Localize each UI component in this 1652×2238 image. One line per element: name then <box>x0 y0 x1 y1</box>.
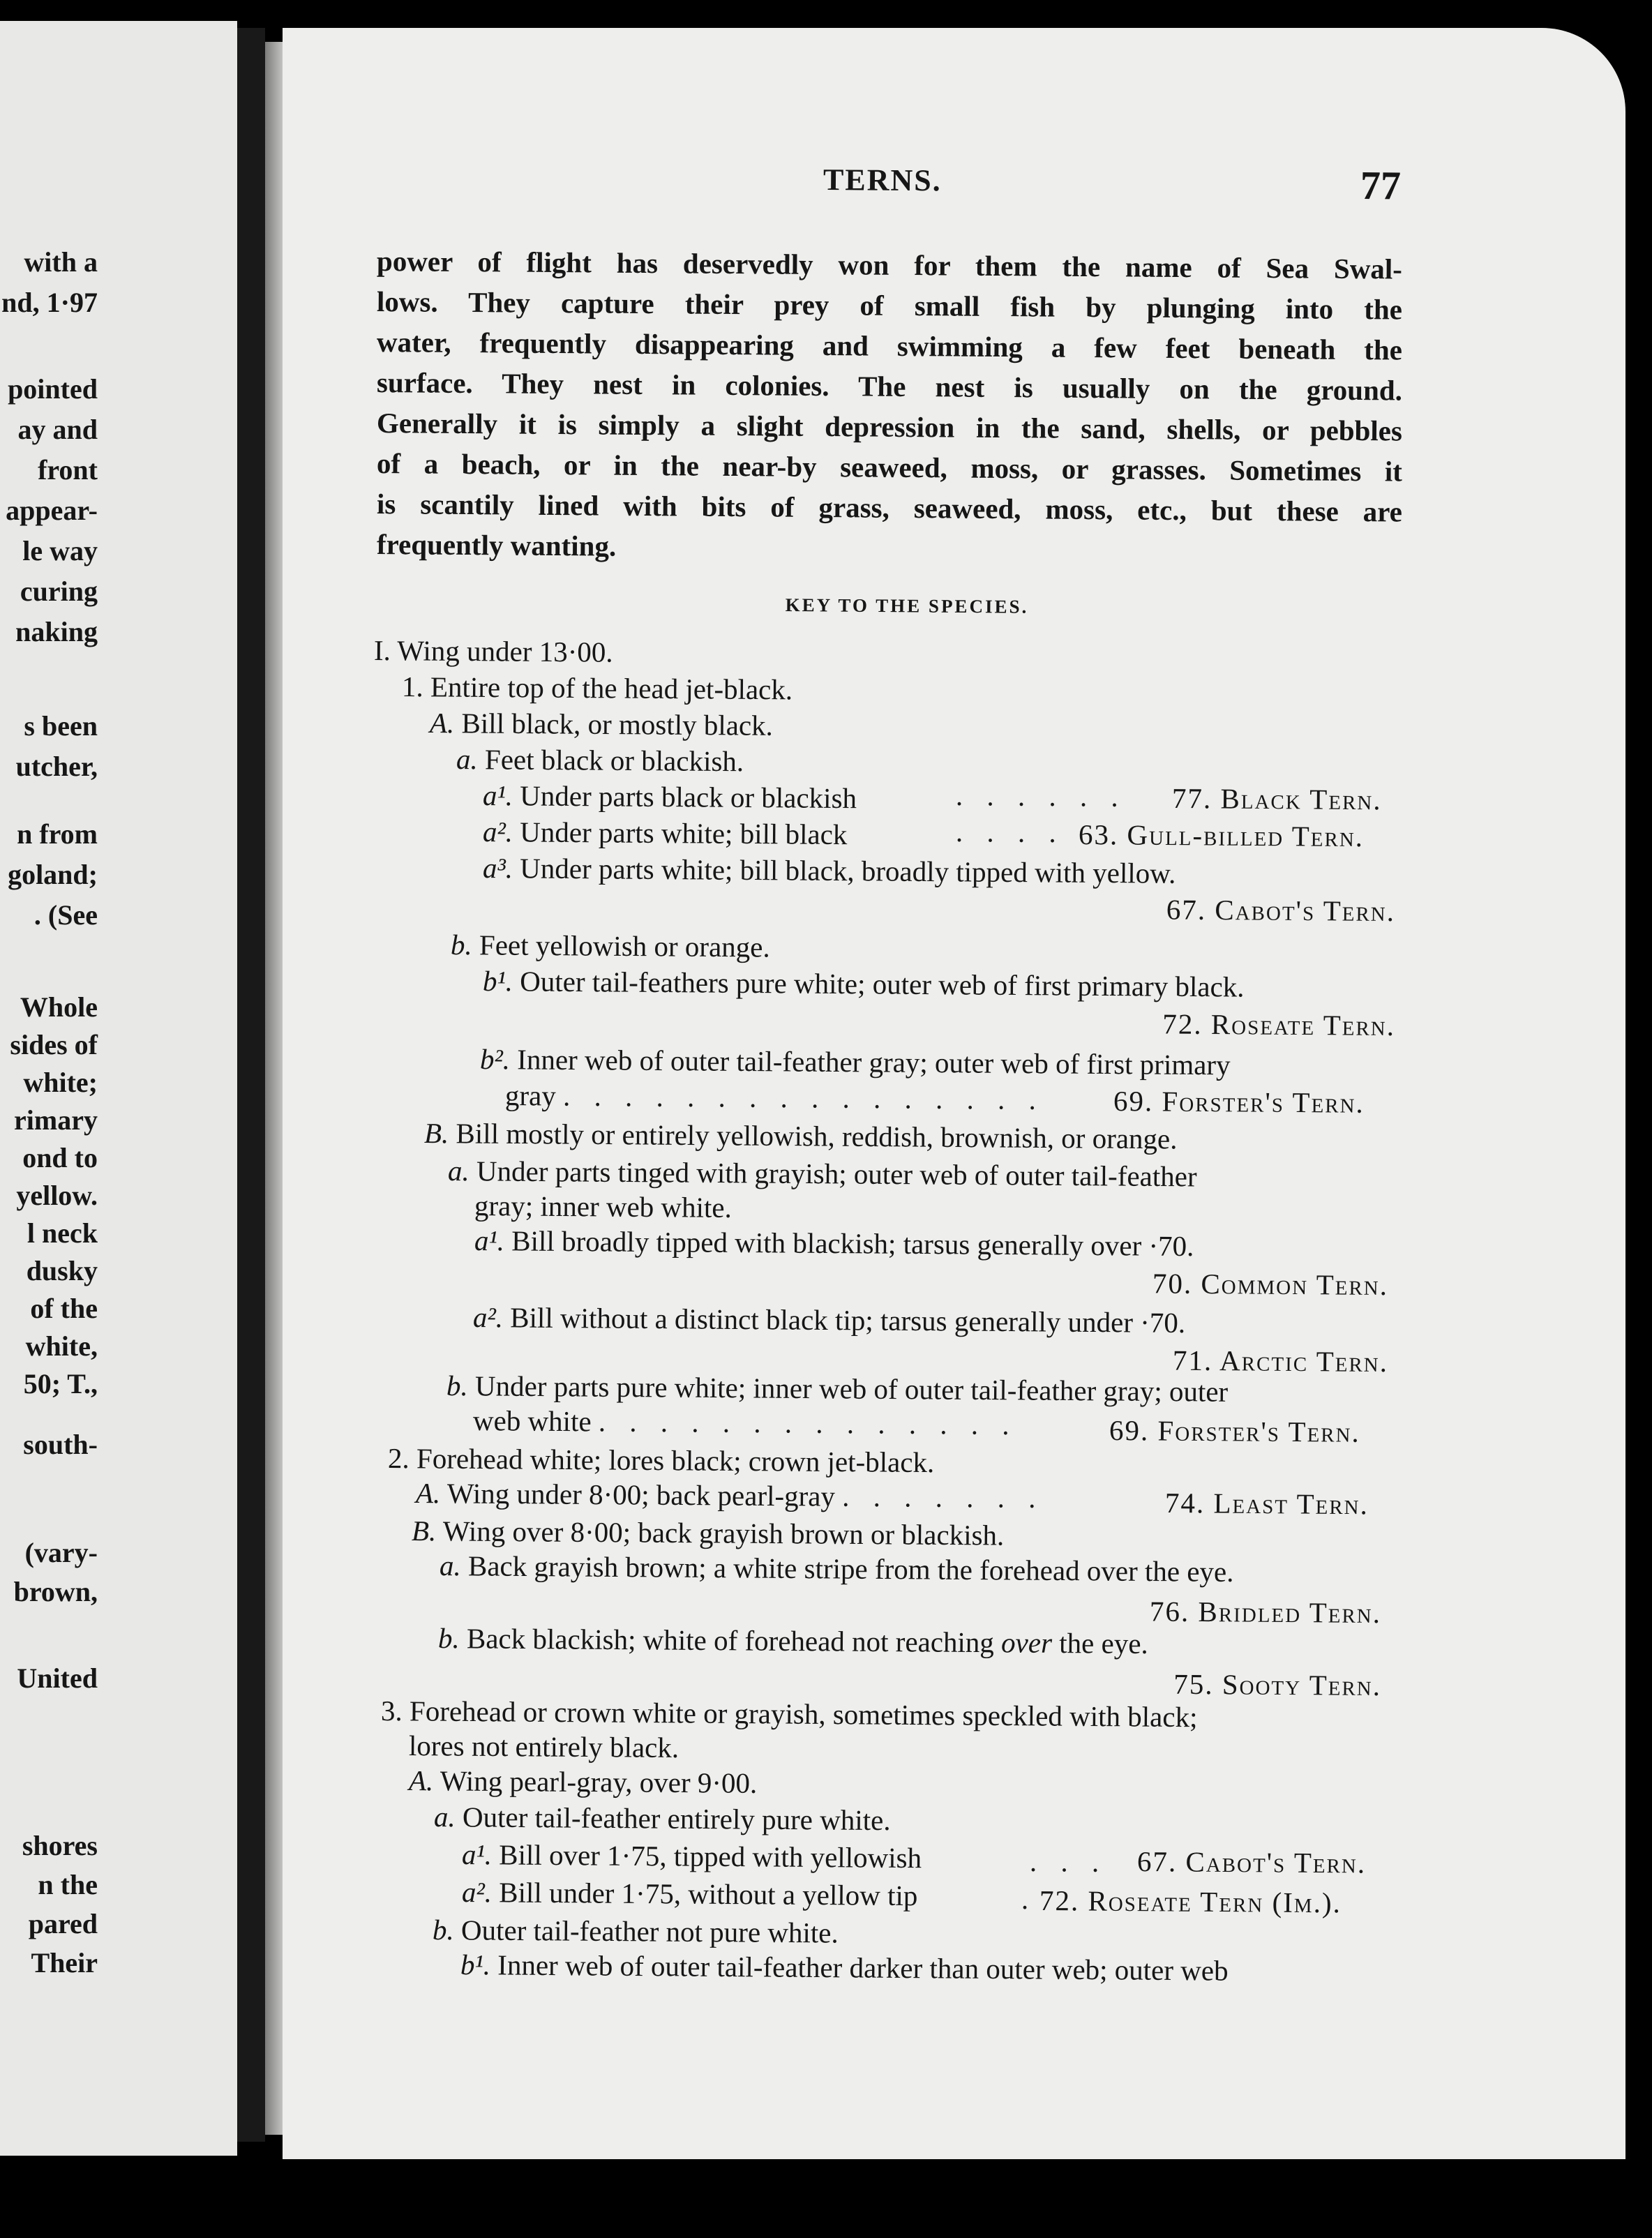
key-marker: b. <box>437 1622 460 1655</box>
key-marker: b. <box>432 1914 454 1946</box>
key-text: Bill under 1·75, without a yellow tip <box>499 1876 918 1912</box>
key-marker: a¹. <box>482 779 513 812</box>
left-fragment: dusky <box>26 1255 98 1286</box>
key-line <box>473 1299 1186 1341</box>
key-marker: a. <box>439 1549 461 1582</box>
left-fragment: le way <box>22 535 98 566</box>
left-fragment: white; <box>23 1067 98 1098</box>
left-fragment: Their <box>31 1947 98 1978</box>
key-text: Under parts black or blackish <box>520 779 857 815</box>
species-name: 63. Gull-billed Tern. <box>1078 818 1365 853</box>
key-text: gray; inner web white. <box>474 1189 733 1224</box>
key-line <box>483 777 857 816</box>
key-text: Entire top of the head jet-black. <box>430 670 793 706</box>
species-name: 69. Forster's Tern. <box>1113 1085 1365 1119</box>
key-text: Under parts tinged with grayish; outer web of outer tail-feather <box>476 1155 1197 1193</box>
key-marker: A. <box>429 707 455 739</box>
key-text: Bill black, or mostly black. <box>461 707 774 742</box>
key-marker: a². <box>461 1876 493 1909</box>
left-fragment: naking <box>15 616 98 647</box>
key-marker: b². <box>479 1043 511 1076</box>
intro-line: surface. They nest in colonies. The nest is usually on the ground. <box>376 366 1403 407</box>
key-text: Forehead white; lores black; crown jet-black. <box>416 1442 935 1479</box>
key-text: Bill without a distinct black tip; tarsus generally under ·70. <box>510 1301 1186 1339</box>
key-line <box>434 1798 891 1838</box>
key-text: Under parts white; bill black <box>520 816 848 851</box>
left-fragment: goland; <box>8 859 98 890</box>
key-text: Bill mostly or entirely yellowish, reddish, brownish, or orange. <box>456 1117 1178 1155</box>
left-fragment: (vary- <box>24 1537 98 1568</box>
key-leader-dots: . . . . . . . . . . . . . . . . <box>562 1079 1045 1116</box>
key-text: Outer tail-feather entirely pure white. <box>462 1801 891 1837</box>
key-text: Feet yellowish or orange. <box>479 929 770 963</box>
key-line <box>460 1946 1229 1989</box>
key-text: Bill over 1·75, tipped with yellowish <box>499 1838 922 1875</box>
key-text: gray <box>504 1079 557 1112</box>
key-line <box>451 926 770 966</box>
key-line <box>480 1041 1231 1083</box>
key-text: Feet black or blackish. <box>484 743 744 778</box>
key-text: Inner web of outer tail-feather gray; outer web of first primary <box>517 1043 1231 1081</box>
left-fragment: of the <box>30 1293 98 1324</box>
key-leader-dots: . . . <box>1029 1845 1108 1878</box>
key-line <box>505 1077 1044 1118</box>
key-text: Wing over 8·00; back grayish brown or blackish. <box>442 1515 1005 1552</box>
intro-line: Generally it is simply a slight depression in the sand, shells, or pebbles <box>376 407 1403 447</box>
left-fragment: ay and <box>17 414 98 445</box>
left-fragment: 50; T., <box>23 1368 98 1399</box>
species-name: 67. Cabot's Tern. <box>1136 1845 1367 1879</box>
key-text: Outer tail-feathers pure white; outer web of first primary black. <box>520 965 1245 1003</box>
key-line <box>474 1187 732 1226</box>
key-line <box>388 1440 935 1480</box>
key-marker: b. <box>446 1369 468 1402</box>
book-spine <box>237 28 265 2142</box>
left-fragment: white, <box>25 1330 98 1362</box>
species-name: 67. Cabot's Tern. <box>1166 893 1396 928</box>
key-line <box>462 1836 922 1876</box>
key-line <box>430 705 773 744</box>
species-name: 71. Arctic Tern. <box>1172 1344 1389 1379</box>
species-name: 77. Black Tern. <box>1171 782 1382 816</box>
key-marker: I. <box>373 634 391 667</box>
left-fragment: n the <box>38 1869 98 1900</box>
key-line <box>456 741 744 779</box>
key-text: lores not entirely black. <box>408 1729 679 1764</box>
key-text: Wing pearl-gray, over 9·00. <box>440 1764 758 1799</box>
key-line <box>462 1874 918 1914</box>
key-text: Forehead or crown white or grayish, sometimes speckled with black; <box>409 1695 1198 1734</box>
left-fragment: n from <box>17 818 98 850</box>
left-fragment: . (See <box>33 899 98 931</box>
key-line <box>409 1727 679 1766</box>
key-marker: 3. <box>380 1695 403 1727</box>
key-emphasis: over <box>1000 1626 1053 1659</box>
left-fragment: south- <box>23 1429 98 1460</box>
key-leader-dots: . . . . . . . <box>842 1480 1044 1515</box>
key-text: Under parts white; bill black, broadly tipped with yellow. <box>520 852 1176 889</box>
key-text: the eye. <box>1059 1626 1148 1660</box>
species-name: 76. Bridled Tern. <box>1149 1595 1382 1630</box>
key-leader-dots: . . . . . . . . . . . . . . <box>598 1405 1018 1441</box>
key-line <box>438 1620 1148 1662</box>
key-text: Back blackish; white of forehead not reaching <box>466 1622 995 1659</box>
key-line <box>473 1402 1018 1443</box>
key-marker: A. <box>415 1477 441 1510</box>
page-number: 77 <box>1360 163 1402 209</box>
key-marker: 1. <box>401 670 423 703</box>
key-marker: a. <box>456 743 478 776</box>
key-marker: a¹. <box>461 1838 493 1871</box>
key-marker: B. <box>411 1515 437 1547</box>
intro-line: lows. They capture their prey of small fish by plunging into the <box>376 285 1403 326</box>
left-fragment: rimary <box>14 1104 98 1136</box>
species-name: 72. Roseate Tern. <box>1162 1007 1396 1042</box>
left-fragment: pared <box>28 1908 98 1939</box>
key-line <box>409 1762 758 1801</box>
left-fragment: nd, 1·97 <box>1 287 98 318</box>
key-line <box>483 813 848 853</box>
species-name: 74. Least Tern. <box>1164 1487 1369 1521</box>
key-marker: b. <box>450 929 472 961</box>
key-leader-dots: . . . . . . <box>955 779 1127 813</box>
key-text: Inner web of outer tail-feather darker than outer web; outer web <box>497 1948 1229 1987</box>
key-leader-dots: . <box>1021 1883 1037 1916</box>
key-text: Wing under 8·00; back pearl-gray <box>446 1477 836 1512</box>
key-line <box>416 1475 1044 1516</box>
key-text: Wing under 13·00. <box>397 634 613 668</box>
key-marker: a². <box>482 816 513 848</box>
left-fragment: brown, <box>13 1576 98 1607</box>
left-fragment: United <box>17 1662 98 1694</box>
key-marker: B. <box>423 1117 449 1150</box>
key-text: web white <box>472 1404 592 1438</box>
left-fragment: appear- <box>6 495 98 526</box>
key-heading: KEY TO THE SPECIES. <box>785 594 1029 617</box>
key-line <box>424 1115 1178 1157</box>
intro-line: is scantily lined with bits of grass, seaweed, moss, etc., but these are <box>376 488 1403 528</box>
intro-line: water, frequently disappearing and swimming a few feet beneath the <box>376 326 1403 366</box>
key-text: Bill broadly tipped with blackish; tarsus generally over ·70. <box>511 1224 1194 1263</box>
species-name: 70. Common Tern. <box>1152 1267 1389 1302</box>
key-marker: b¹. <box>460 1948 491 1981</box>
key-marker: a. <box>433 1801 456 1833</box>
left-fragment: sides of <box>10 1029 98 1060</box>
intro-line: of a beach, or in the near-by seaweed, moss, or grasses. Sometimes it <box>376 447 1403 488</box>
key-marker: a. <box>447 1155 470 1187</box>
intro-line: power of flight has deservedly won for them the name of Sea Swal- <box>376 245 1403 285</box>
running-head: TERNS. <box>823 163 942 198</box>
species-name: 72. Roseate Tern (Im.). <box>1039 1884 1342 1919</box>
key-leader-dots: . . . . <box>955 816 1065 849</box>
left-fragment: utcher, <box>15 751 98 782</box>
key-marker: b¹. <box>482 965 513 998</box>
left-fragment: s been <box>24 710 98 742</box>
left-fragment: curing <box>20 576 98 607</box>
key-marker: 2. <box>387 1442 410 1475</box>
left-fragment: shores <box>22 1830 98 1861</box>
key-text: Back grayish brown; a white stripe from the forehead over the eye. <box>467 1549 1234 1588</box>
key-line <box>440 1547 1234 1590</box>
left-fragment: pointed <box>8 373 98 405</box>
left-fragment: with a <box>24 246 98 278</box>
key-marker: a². <box>472 1301 504 1334</box>
key-marker: A. <box>408 1764 434 1797</box>
left-fragment: Whole <box>20 991 98 1023</box>
key-marker: a¹. <box>474 1224 505 1257</box>
key-line <box>433 1912 839 1951</box>
key-line <box>483 850 1176 892</box>
key-line <box>402 668 793 707</box>
left-fragment: l neck <box>27 1217 98 1249</box>
left-fragment: yellow. <box>16 1180 98 1211</box>
left-fragment: ond to <box>22 1142 98 1173</box>
species-name: 75. Sooty Tern. <box>1173 1667 1382 1702</box>
key-line <box>483 963 1245 1005</box>
left-fragment: front <box>38 454 98 486</box>
key-text: Under parts pure white; inner web of outer tail-feather gray; outer <box>474 1369 1229 1408</box>
key-text: Outer tail-feather not pure white. <box>460 1914 839 1949</box>
species-name: 69. Forster's Tern. <box>1109 1414 1360 1448</box>
key-marker: a³. <box>482 852 513 885</box>
intro-line: frequently wanting. <box>376 528 617 562</box>
key-line <box>374 632 613 670</box>
key-line <box>474 1222 1194 1264</box>
